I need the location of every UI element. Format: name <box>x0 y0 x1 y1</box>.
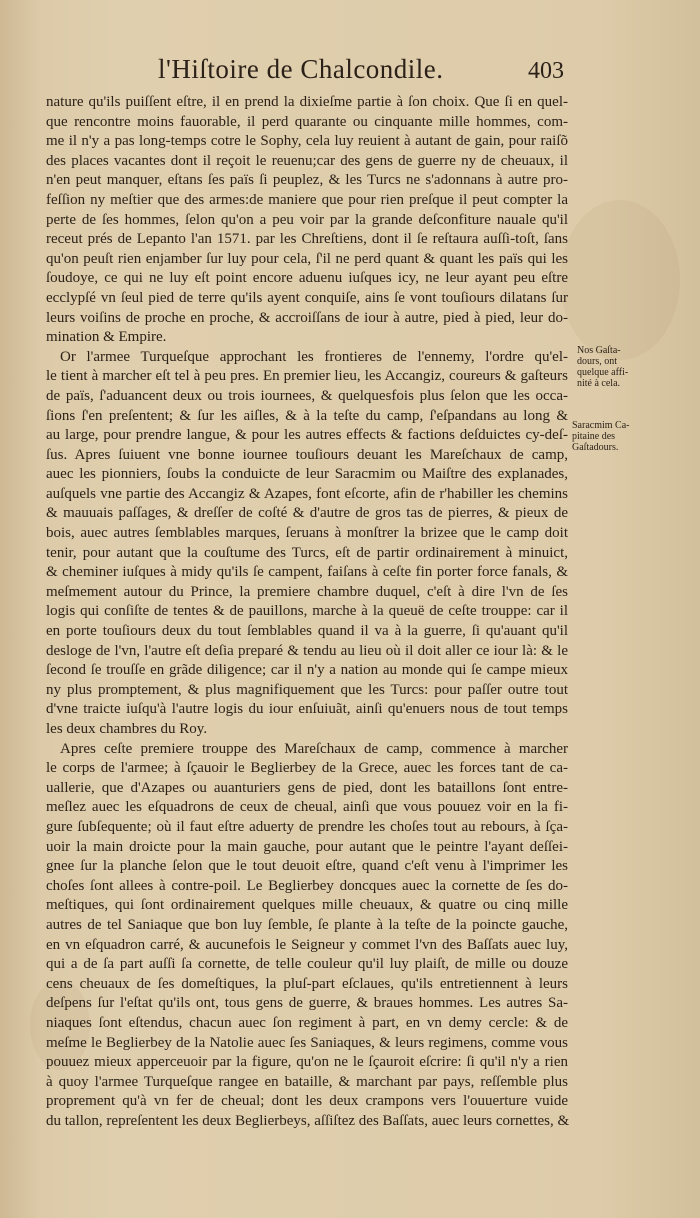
margin-note-line: Nos Gaſta- <box>577 345 621 356</box>
text-line: tenir, pour autant que la couſtume des Turcs, eſt de partir ordinairement à minuict, <box>46 544 568 561</box>
text-line: ſoudoye, ce qui ne luy eſt point encore aduenu iuſques icy, ne leur ayant peu eſtre <box>46 270 568 287</box>
text-line: & mauuais paſſages, & dreſſer de coſté & d'autre de gros tas de pierres, & pieux de <box>46 505 568 522</box>
text-line: Or l'armee Turqueſque approchant les frontieres de l'ennemy, l'ordre qu'el- <box>60 348 568 365</box>
text-line: meſmement autour du Prince, la premiere chambre duquel, c'eſt à dire l'vn de ſes <box>46 583 568 600</box>
text-line: desloge de l'vn, l'autre eſt deſia preparé & tendu au lieu où il doit aller ce iour là: & le <box>46 642 568 659</box>
text-line: autres de tel Saniaque que bon luy ſemble, ſe plante à la teſte de la poincte gauche, <box>46 916 568 933</box>
margin-note-line: Saracmim Ca- <box>572 420 630 431</box>
text-line: & cheminer iuſques à midy qu'ils ſe campent, faiſans à ceſte fin porter force fanals, & <box>46 564 568 581</box>
margin-note <box>577 345 637 389</box>
text-line: meſme le Beglierbey de la Natolie auec ſes Saniaques, & leurs regimens, comme vous <box>46 1034 568 1051</box>
text-line: uallerie, que d'Azapes ou auanturiers gens de pied, dont les bataillons ſont entre- <box>46 779 568 796</box>
text-line: receut prés de Lepanto l'an 1571. par les Chreſtiens, dont il ſe reſtaura auſſi-toſt, ſans <box>46 231 568 248</box>
text-line: du tallon, repreſentent les deux Beglierbeys, aſſiſtez des Baſſats, auec leurs cornettes, & <box>46 1112 570 1129</box>
text-line: gnee ſur la planche ſelon que le tout deuoit eſtre, quand c'eſt venu à l'imprimer les <box>46 858 568 875</box>
text-line: me il n'y a pas long-temps cotre le Sophy, cela luy reuient à autant de gain, pour raiſõ <box>46 133 568 150</box>
margin-note-line: dours, ont <box>577 356 617 367</box>
margin-note-line: nité à cela. <box>577 378 621 389</box>
page-number: 403 <box>528 58 564 84</box>
text-line: auſquels vne partie des Accangiz & Azapes, font eſcorte, afin de r'habiller les chemins <box>46 485 568 502</box>
text-line: proprement qu'à vn fer de cheual; dont les deux crampons vers l'ouuerture vuide <box>46 1093 568 1110</box>
text-line: choſes ſont allees à contre-poil. Le Beglierbey doncques auec la cornette de ſes do- <box>46 877 568 894</box>
paper-stain <box>560 200 680 360</box>
text-line: qui a de ſa part auſſi ſa cornette, de telle couleur qu'il luy plaiſt, de mille ou douze <box>46 956 568 973</box>
main-text-column <box>46 93 568 1131</box>
running-title: l'Hiſtoire de Chalcondile. <box>158 54 444 84</box>
text-line: bois, auec autres ſemblables marques, ſeruans à monſtrer la brizee que le camp doit <box>46 525 568 542</box>
text-line: meſlez auec les eſquadrons de ceux de cheual, ainſi que vous pouuez voir en la fi- <box>46 799 568 816</box>
text-line: logis qui conſiſte de tentes & de pauillons, marche à la queuë de ceſte trouppe: car il <box>46 603 568 620</box>
text-line: d'vne traicte iuſqu'à l'autre logis du iour enſuiuãt, ainſi qu'enuers nous de tout temps <box>46 701 568 718</box>
text-line: qu'on peuſt rien enjamber ſur luy pour cela, ſ'il ne perd quant & quant les païs qui les <box>46 250 568 267</box>
text-line: en vn eſquadron carré, & aucunefois le Seigneur y commet l'vn des Baſſats auec luy, <box>46 936 568 953</box>
text-line: feſſion ny meſtier que des armes:de maniere que pour rien preſque il peut compter la <box>46 191 568 208</box>
text-line: pouuez mieux apperceuoir par la figure, qu'on ne le ſçauroit eſcrire: ſi qu'il n'y a rien <box>46 1054 568 1071</box>
text-line: à quoy l'armee Turqueſque rangee en bataille, & marchant par pays, reſſemble plus <box>46 1073 568 1090</box>
text-line: deſpens ſur l'eſtat qu'ils ont, tous gens de guerre, & braues hommes. Les autres Sa- <box>46 995 568 1012</box>
text-line: leurs voiſins de proche en proche, & accroiſſans de iour à autre, pied à pied, leur do- <box>46 309 568 326</box>
text-line: cens cheuaux de ſes domeſtiques, la pluſ-part eſclaues, qu'ils entretiennent à leurs <box>46 975 568 992</box>
text-line: auec les pionniers, ſoubs la conduicte de leur Saracmim ou Maiſtre des explanades, <box>46 466 568 483</box>
paragraph <box>46 740 568 1132</box>
text-line: le corps de l'armee; à ſçauoir le Beglierbey de la Grece, auec les forces tant de ca- <box>46 760 568 777</box>
text-line: mination & Empire. <box>46 329 167 346</box>
text-line: ny plus promptement, & plus magnifiquement que les Turcs: pour paſſer outre tout <box>46 681 568 698</box>
text-line: ſions ſ'en preſentent; & ſur les aiſles, & à la teſte du camp, ſ'eſpandans au long & <box>46 407 568 424</box>
text-line: le tient à marcher eſt tel à peu pres. En premier lieu, les Accangiz, coureurs & gaſteurs <box>46 368 568 385</box>
text-line: niaques ſont eſtendus, chacun auec ſon regiment à part, en vn demy cercle: & de <box>46 1014 568 1031</box>
paragraph <box>46 348 568 740</box>
text-line: des places vacantes dont il reçoit le reuenu;car des gens de guerre ny de cheuaux, il <box>46 152 568 169</box>
margin-note-line: Gaſtadours. <box>572 442 619 453</box>
text-line: ecclypſé vn ſeul pied de terre qu'ils ayent conquiſe, ains ſe vont touſiours dilatans ſur <box>46 289 568 306</box>
paragraph <box>46 93 568 348</box>
page-header <box>0 54 700 94</box>
text-line: en porte touſiours deux du tout ſemblables quand il va à la guerre, ſi qu'auant qu'il <box>46 623 568 640</box>
text-line: que rencontre moins fauorable, il perd quarante ou cinquante mille hommes, com- <box>46 113 568 130</box>
text-line: perte de ſes hommes, ſelon qu'on a peu voir par la grande deſconfiture nauale qu'il <box>46 211 568 228</box>
text-line: au large, pour prendre langue, & pour les autres effects & factions deſduictes cy-deſ- <box>46 427 568 444</box>
margin-note-line: quelque affi- <box>577 367 629 378</box>
text-line: n'en peut manquer, eſtans ſes païs ſi peuplez, & les Turcs ne s'adonnans à autre pro- <box>46 172 568 189</box>
text-line: les deux chambres du Roy. <box>46 721 208 737</box>
text-line: Apres ceſte premiere trouppe des Mareſchaux de camp, commence à marcher <box>60 740 568 757</box>
text-line: nature qu'ils puiſſent eſtre, il en prend la dixieſme partie à ſon choix. Que ſi en quel- <box>46 94 568 110</box>
margin-note-line: pitaine des <box>572 431 616 442</box>
text-line: meſtiques, qui ſont ordinairement quelques mille cheuaux, & quatre ou cinq mille <box>46 897 568 914</box>
text-line: de païs, ſ'aduancent deux ou trois iournees, & quelquesfois plus ſelon que les occa- <box>46 387 568 404</box>
text-line: gure ſubſequente; où il faut eſtre aduerty de prendre les choſes tout au rebours, à ſça- <box>46 818 568 835</box>
text-line: uoir la main droicte pour la main gauche, pour autant que le peintre l'ayant deſſei- <box>46 838 568 855</box>
text-line: ſus. Apres ſuiuent vne bonne iournee touſiours deuant les Mareſchaux de camp, <box>46 446 568 463</box>
text-line: ſecond ſe trouſſe en grãde diligence; car il n'y a nation au monde qui ſe campe mieux <box>46 662 568 679</box>
margin-note <box>572 420 632 453</box>
